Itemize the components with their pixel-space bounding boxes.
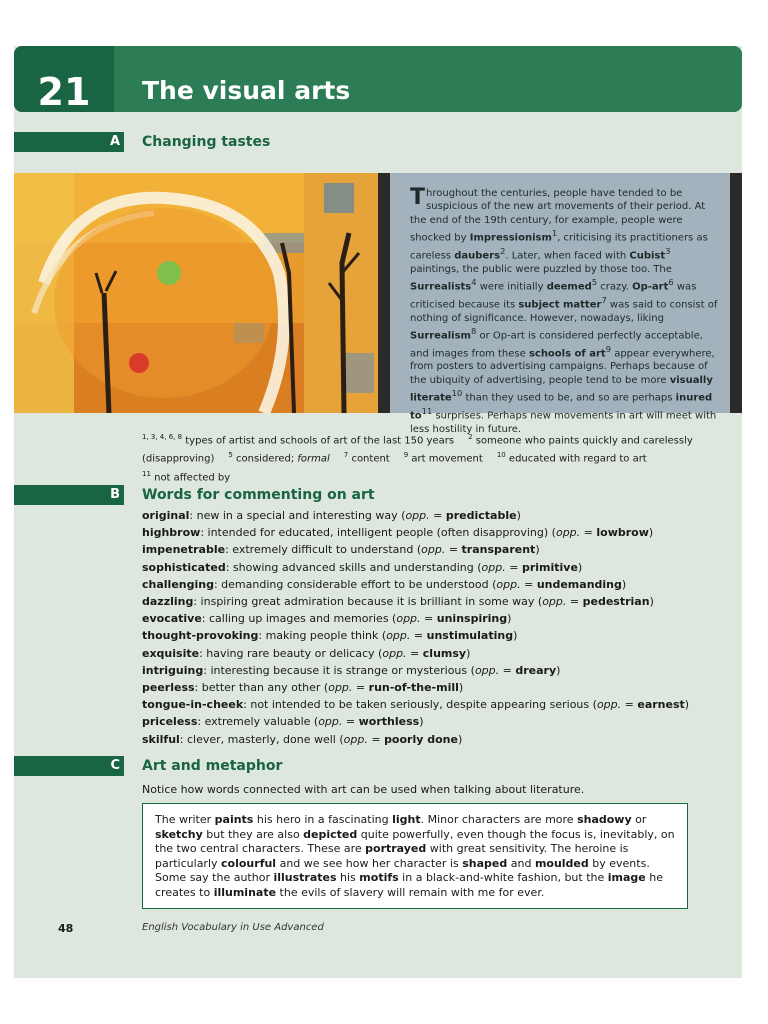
word-entry: intriguing: interesting because it is strange or mysterious (opp. = dreary) [142, 663, 561, 677]
page-number: 48 [58, 922, 74, 935]
word-entry: priceless: extremely valuable (opp. = worthless) [142, 715, 424, 729]
section-a-title: Changing tastes [142, 134, 271, 150]
word-entry: impenetrable: extremely difficult to understand (opp. = transparent) [142, 543, 540, 557]
book-title: English Vocabulary in Use Advanced [142, 922, 324, 933]
unit-banner [14, 46, 742, 112]
section-c-intro: Notice how words connected with art can be used when talking about literature. [142, 783, 585, 796]
word-entry: challenging: demanding considerable effort to be understood (opp. = undemanding) [142, 577, 627, 591]
word-entry: original: new in a special and interesting way (opp. = predictable) [142, 509, 521, 522]
footnotes: $^{1, 3, 4, 6, 8}$ types of artist and schools of art of the last 150 years $^2$ someone who paints quickly and carelessly (disapproving) $^5$ considered; formal $^7$ content $^9$ art movement $^{10}$ educated with regard to art $^{11}$ not affected by [142, 433, 693, 483]
panel-edge [730, 173, 742, 413]
section-c-title: Art and metaphor [142, 758, 283, 774]
word-list [142, 507, 722, 748]
word-entry: tongue-in-cheek: not intended to be taken seriously, despite appearing serious (opp. = earnest) [142, 698, 690, 712]
panel-divider [378, 173, 390, 413]
section-a-tab: A [14, 132, 124, 152]
changing-tastes-text: Throughout the centuries, people have tended to be suspicious of the new art movements of their period. At the end of the 19th century, for example, people were shocked by Impressionism$^1$, criticising its practitioners as careless daubers$^2$. Later, when faced with Cubist$^3$ paintings, the public were puzzled by those too. The Surrealists$^4$ were initially deemed$^5$ crazy. Op-art$^6$ was criticised because its subject matter$^7$ was said to consist of nothing of significance. However, nowadays, liking Surrealism$^8$ or Op-art is considered perfectly acceptable, and images from these schools of art$^9$ appear everywhere, from posters to advertising campaigns. Perhaps because of the ubiquity of advertising, people tend to be more visually literate$^{10}$ than they used to be, and so are perhaps inured $to^{11}$ surprises. Perhaps new movements in art will meet with less hostility in future. [390, 173, 730, 413]
section-b-tab: B [14, 485, 124, 505]
word-entry: skilful: clever, masterly, done well (opp. = poorly done) [142, 732, 463, 746]
section-c-tab: C [14, 756, 124, 776]
word-entry: evocative: calling up images and memories (opp. = uninspiring) [142, 612, 512, 626]
drop-cap: T [410, 185, 426, 210]
word-entry: sophisticated: showing advanced skills and understanding (opp. = primitive) [142, 560, 583, 574]
unit-number: 21 [14, 46, 114, 112]
unit-title: The visual arts [142, 76, 351, 105]
word-entry: exquisite: having rare beauty or delicacy (opp. = clumsy) [142, 646, 471, 660]
section-b-title: Words for commenting on art [142, 487, 375, 503]
abstract-painting-image [14, 173, 380, 413]
word-entry: peerless: better than any other (opp. = run-of-the-mill) [142, 681, 464, 695]
word-entry: thought-provoking: making people think (opp. = unstimulating) [142, 629, 518, 643]
word-entry: highbrow: intended for educated, intelligent people (often disapproving) (opp. = lowbrow) [142, 526, 654, 540]
literature-example-box: The writer paints his hero in a fascinating light. Minor characters are more shadowy or sketchy but they are also depicted quite powerfully, even though the focus is, inevitably, on the two central characters. These are portrayed with great sensitivity. The heroine is particularly colourful and we see how her character is shaped and moulded by events. Some say the author illustrates his motifs in a black-and-white fashion, but the image he creates to illuminate the evils of slavery will remain with me for ever. [142, 803, 688, 909]
word-entry: dazzling: inspiring great admiration because it is brilliant in some way (opp. = pedestrian) [142, 595, 654, 609]
